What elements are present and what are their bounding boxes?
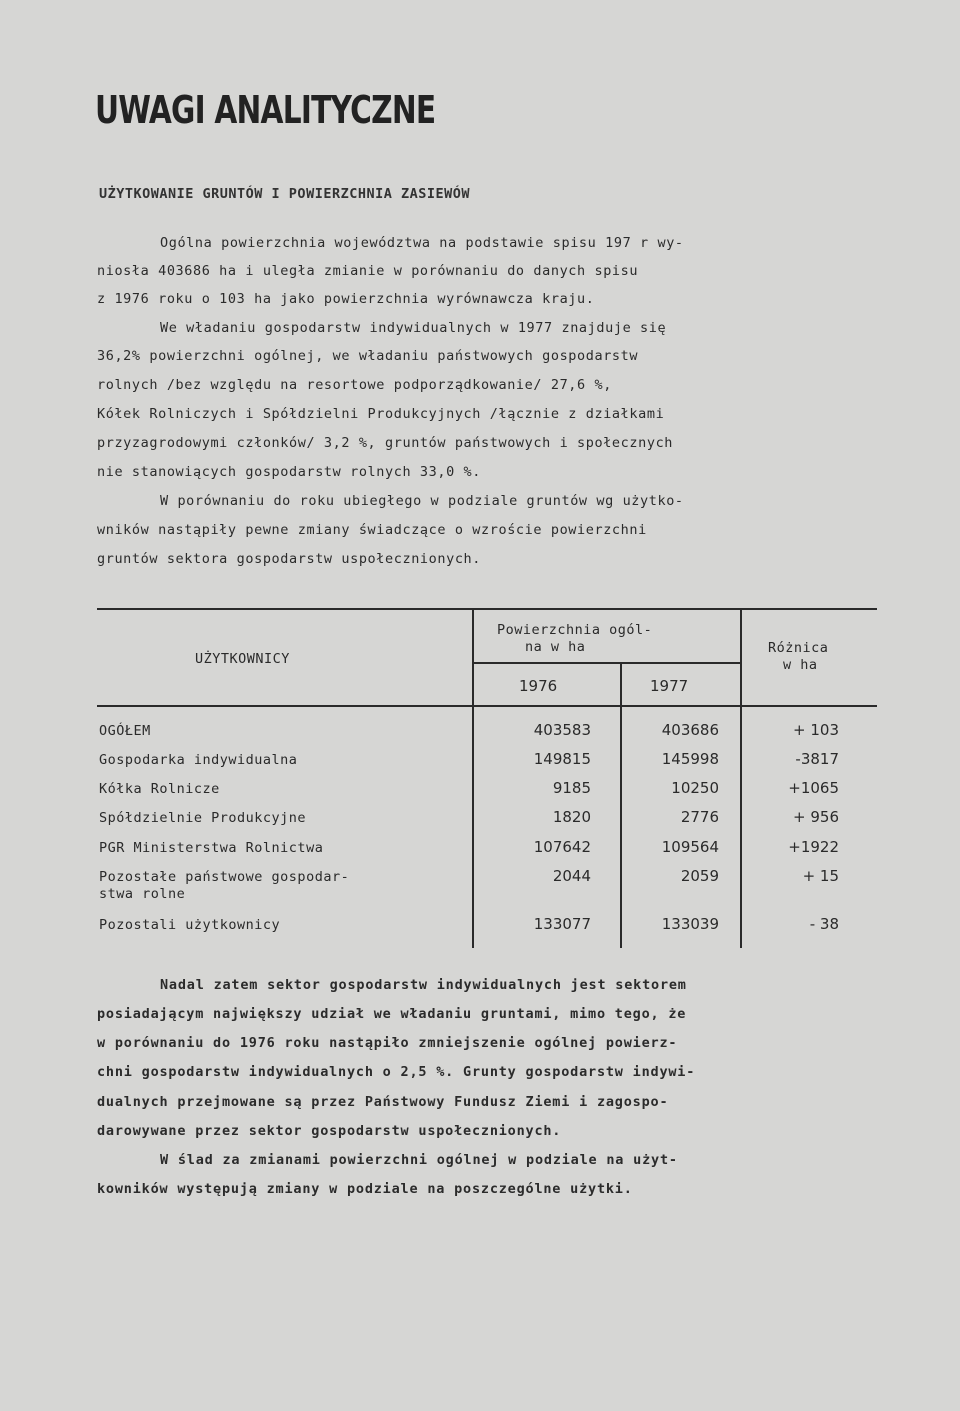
value-diff: +1922 [788, 838, 839, 856]
closing-line: posiadającym największy udział we władaniu gruntami, mimo tego, że [97, 1006, 687, 1022]
table-col-divider [740, 608, 742, 948]
row-label: OGÓŁEM [99, 723, 151, 739]
value-1976: 149815 [533, 750, 591, 768]
row-label: Spółdzielnie Produkcyjne [99, 810, 307, 826]
intro-line: rolnych /bez względu na resortowe podporządkowanie/ 27,6 %, [97, 377, 612, 393]
intro-line: W porównaniu do roku ubiegłego w podziale gruntów wg użytko- [160, 493, 684, 509]
table-col-divider [620, 662, 622, 948]
value-1976: 1820 [552, 808, 591, 826]
table-header-rule [97, 705, 877, 707]
intro-line: niosła 403686 ha i uległa zmianie w porównaniu do danych spisu [97, 263, 639, 279]
row-label: Gospodarka indywidualna [99, 752, 298, 768]
value-1977: 145998 [661, 750, 719, 768]
value-1977: 403686 [661, 721, 719, 739]
column-header-area-unit: na w ha [525, 639, 586, 655]
row-label: PGR Ministerstwa Rolnictwa [99, 840, 324, 856]
column-header-year-1976: 1976 [519, 677, 558, 695]
intro-line: 36,2% powierzchni ogólnej, we władaniu państwowych gospodarstw [97, 348, 639, 364]
table-col-divider [472, 608, 474, 948]
value-1977: 2776 [680, 808, 719, 826]
value-diff: + 956 [793, 808, 839, 826]
column-header-area: Powierzchnia ogól- [497, 622, 653, 638]
closing-line: chni gospodarstw indywidualnych o 2,5 %. Grunty gospodarstw indywi- [97, 1064, 696, 1080]
column-header-year-1977: 1977 [650, 677, 689, 695]
table-year-rule [472, 662, 742, 664]
row-label: Pozostali użytkownicy [99, 917, 281, 933]
intro-line: przyzagrodowymi członków/ 3,2 %, gruntów państwowych i społecznych [97, 435, 674, 451]
closing-line: w porównaniu do 1976 roku nastąpiło zmniejszenie ogólnej powierz- [97, 1035, 678, 1051]
row-label-continued: stwa rolne [99, 886, 186, 902]
value-diff: - 38 [809, 915, 839, 933]
value-1977: 109564 [661, 838, 719, 856]
intro-line: gruntów sektora gospodarstw uspołecznionych. [97, 551, 482, 567]
value-diff: + 103 [793, 721, 839, 739]
value-diff: -3817 [795, 750, 839, 768]
closing-line: kowników występują zmiany w podziale na poszczególne użytki. [97, 1181, 633, 1197]
column-header-diff-unit: w ha [783, 657, 818, 673]
intro-line: wników nastąpiły pewne zmiany świadczące o wzroście powierzchni [97, 522, 647, 538]
intro-line: z 1976 roku o 103 ha jako powierzchnia wyrównawcza kraju. [97, 291, 595, 307]
intro-line: Ogólna powierzchnia województwa na podstawie spisu 197 r wy- [160, 235, 684, 251]
value-1976: 2044 [552, 867, 591, 885]
value-1977: 2059 [680, 867, 719, 885]
value-1976: 403583 [533, 721, 591, 739]
table-top-rule [97, 608, 877, 610]
value-diff: +1065 [788, 779, 839, 797]
page-title: UWAGI ANALITYCZNE [95, 88, 436, 132]
intro-line: Kółek Rolniczych i Spółdzielni Produkcyjnych /łącznie z działkami [97, 406, 665, 422]
column-header-users: UŻYTKOWNICY [195, 651, 290, 667]
closing-line: dualnych przejmowane są przez Państwowy Fundusz Ziemi i zagospo- [97, 1094, 669, 1110]
value-1976: 133077 [533, 915, 591, 933]
row-label: Pozostałe państwowe gospodar- [99, 869, 350, 885]
row-label: Kółka Rolnicze [99, 781, 220, 797]
intro-line: We władaniu gospodarstw indywidualnych w 1977 znajduje się [160, 320, 667, 336]
value-1977: 133039 [661, 915, 719, 933]
closing-line: W ślad za zmianami powierzchni ogólnej w podziale na użyt- [160, 1152, 678, 1168]
closing-line: darowywane przez sektor gospodarstw uspołecznionych. [97, 1123, 562, 1139]
intro-line: nie stanowiących gospodarstw rolnych 33,0 %. [97, 464, 482, 480]
value-1976: 107642 [533, 838, 591, 856]
column-header-diff: Różnica [768, 640, 829, 656]
value-diff: + 15 [802, 867, 839, 885]
section-heading: UŻYTKOWANIE GRUNTÓW I POWIERZCHNIA ZASIEWÓW [99, 186, 470, 202]
value-1976: 9185 [552, 779, 591, 797]
value-1977: 10250 [671, 779, 719, 797]
land-users-table [97, 608, 877, 948]
closing-line: Nadal zatem sektor gospodarstw indywidualnych jest sektorem [160, 977, 687, 993]
